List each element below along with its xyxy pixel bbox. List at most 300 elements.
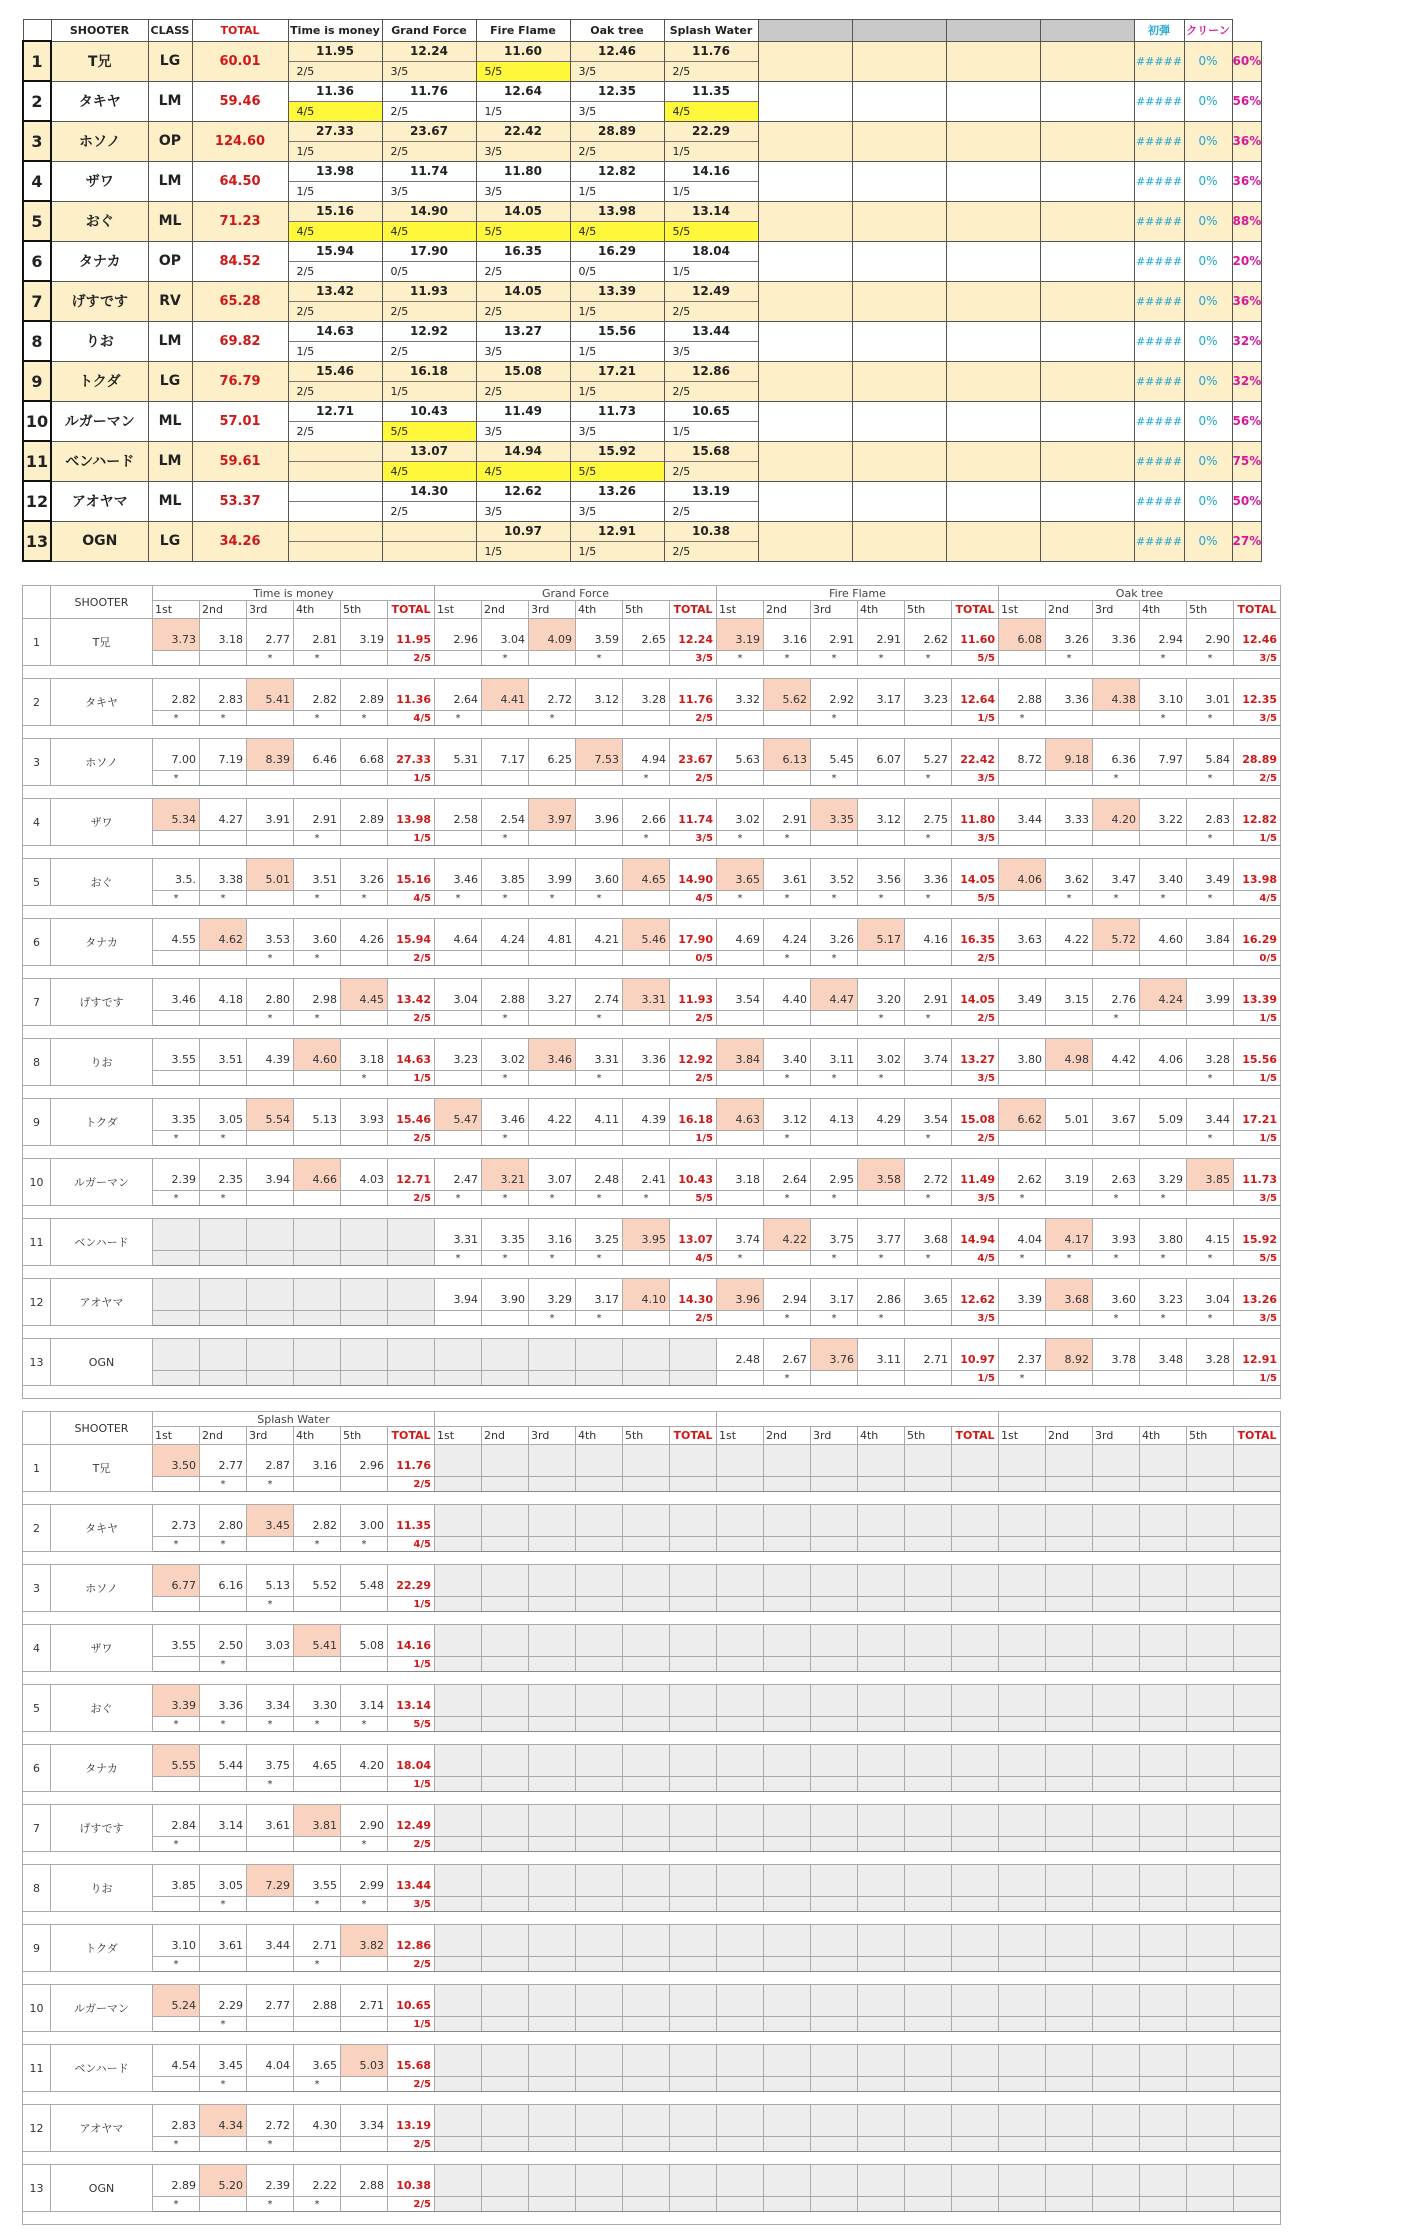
course-total: 14.16 xyxy=(388,1625,435,1657)
round-mark: * xyxy=(153,1717,200,1732)
round-mark: * xyxy=(576,1011,623,1026)
round-time: 3.62 xyxy=(1046,859,1093,891)
round-mark xyxy=(247,831,294,846)
round-time: 3.74 xyxy=(717,1219,764,1251)
round-mark: * xyxy=(1187,1071,1234,1086)
round-mark: * xyxy=(294,831,341,846)
round-mark: * xyxy=(529,1251,576,1266)
shooter-detail-row xyxy=(23,619,1281,651)
row-spacer xyxy=(23,1732,1281,1745)
round-mark: * xyxy=(529,1311,576,1326)
round-mark: * xyxy=(200,711,247,726)
course-fraction: 2/5 xyxy=(476,301,570,321)
course-time: 13.19 xyxy=(664,481,758,501)
round-time xyxy=(529,1865,576,1897)
rank-header-cell xyxy=(23,1412,51,1445)
course-fraction: 2/5 xyxy=(382,501,476,521)
round-time: 4.69 xyxy=(717,919,764,951)
empty-course-cell xyxy=(852,201,946,241)
round-time: 2.91 xyxy=(294,799,341,831)
round-time xyxy=(1046,1505,1093,1537)
round-time xyxy=(482,1565,529,1597)
round-time xyxy=(576,1445,623,1477)
round-header: 5th xyxy=(341,601,388,619)
empty-course-cell xyxy=(758,441,852,481)
round-time xyxy=(811,1505,858,1537)
round-mark xyxy=(1140,951,1187,966)
round-mark xyxy=(435,1311,482,1326)
round-mark xyxy=(999,1011,1046,1026)
round-mark xyxy=(764,2017,811,2032)
course-fraction xyxy=(670,1777,717,1792)
course-time: 14.30 xyxy=(382,481,476,501)
round-mark: * xyxy=(717,891,764,906)
course-time: 10.65 xyxy=(664,401,758,421)
round-mark xyxy=(764,1897,811,1912)
round-time: 3.78 xyxy=(1093,1339,1140,1371)
shooter-detail-row xyxy=(23,1099,1281,1131)
course-total: 11.80 xyxy=(952,799,999,831)
round-mark xyxy=(999,1777,1046,1792)
course-fraction xyxy=(670,2017,717,2032)
course-time: 15.16 xyxy=(288,201,382,221)
course-time xyxy=(288,481,382,501)
round-time xyxy=(623,2165,670,2197)
round-mark: * xyxy=(294,1537,341,1552)
course-fraction: 1/5 xyxy=(952,1371,999,1386)
spacer-cell xyxy=(23,1206,1281,1219)
round-mark xyxy=(576,1777,623,1792)
course-group-header xyxy=(717,1412,999,1427)
rank-cell: 13 xyxy=(23,2165,51,2212)
round-mark xyxy=(811,1897,858,1912)
round-header: 2nd xyxy=(200,1427,247,1445)
round-mark xyxy=(858,1777,905,1792)
course-fraction: 1/5 xyxy=(288,141,382,161)
shooter-detail-row xyxy=(23,1565,1281,1597)
round-time: 4.09 xyxy=(529,619,576,651)
round-mark xyxy=(247,1537,294,1552)
course-time: 18.04 xyxy=(664,241,758,261)
round-mark xyxy=(717,711,764,726)
course-time: 23.67 xyxy=(382,121,476,141)
round-mark xyxy=(529,951,576,966)
row-spacer xyxy=(23,1026,1281,1039)
course-fraction: 2/5 xyxy=(388,1477,435,1492)
round-mark xyxy=(247,1311,294,1326)
round-time: 3.85 xyxy=(153,1865,200,1897)
round-mark xyxy=(1046,1371,1093,1386)
round-time xyxy=(529,1745,576,1777)
shooter-name: ベンハード xyxy=(51,2045,153,2092)
course-fraction: 2/5 xyxy=(670,771,717,786)
round-time xyxy=(999,1685,1046,1717)
round-mark xyxy=(1140,2017,1187,2032)
round-mark: * xyxy=(1140,711,1187,726)
round-mark xyxy=(717,1477,764,1492)
round-time xyxy=(811,2045,858,2077)
spacer-cell xyxy=(23,1672,1281,1685)
round-mark xyxy=(623,1657,670,1672)
course-fraction: 1/5 xyxy=(388,771,435,786)
empty-course-cell xyxy=(758,41,852,81)
round-mark xyxy=(200,771,247,786)
round-time: 6.07 xyxy=(858,739,905,771)
round-time: 3.19 xyxy=(717,619,764,651)
empty-course-cell xyxy=(946,41,1040,81)
round-time: 7.19 xyxy=(200,739,247,771)
round-mark xyxy=(858,1657,905,1672)
course-fraction: 1/5 xyxy=(664,181,758,201)
round-time xyxy=(482,1865,529,1897)
round-time: 7.53 xyxy=(576,739,623,771)
course-total: 12.82 xyxy=(1234,799,1281,831)
round-mark xyxy=(623,891,670,906)
course-fraction: 4/5 xyxy=(288,101,382,121)
round-mark: * xyxy=(482,1131,529,1146)
round-time xyxy=(905,2045,952,2077)
round-mark xyxy=(905,1371,952,1386)
round-mark xyxy=(529,831,576,846)
rank-cell: 6 xyxy=(23,241,51,281)
round-mark xyxy=(999,1837,1046,1852)
round-mark xyxy=(1140,1477,1187,1492)
round-time: 3.05 xyxy=(200,1099,247,1131)
round-mark: * xyxy=(576,1191,623,1206)
round-mark xyxy=(1140,1071,1187,1086)
course-fraction: 4/5 xyxy=(664,101,758,121)
round-time: 2.88 xyxy=(482,979,529,1011)
round-mark xyxy=(858,1897,905,1912)
round-time: 3.16 xyxy=(529,1219,576,1251)
rank-cell: 1 xyxy=(23,1445,51,1492)
course-time: 16.29 xyxy=(570,241,664,261)
round-time xyxy=(1140,2105,1187,2137)
round-time: 3.17 xyxy=(858,679,905,711)
round-time: 4.22 xyxy=(764,1219,811,1251)
course-fraction: 3/5 xyxy=(476,501,570,521)
round-time: 2.29 xyxy=(200,1985,247,2017)
round-header: 1st xyxy=(153,601,200,619)
round-time: 3.35 xyxy=(482,1219,529,1251)
shooter-name: ルガーマン xyxy=(51,401,148,441)
round-time: 3.44 xyxy=(1187,1099,1234,1131)
round-mark xyxy=(811,1597,858,1612)
round-mark xyxy=(999,831,1046,846)
round-mark: * xyxy=(623,831,670,846)
round-time: 5.31 xyxy=(435,739,482,771)
round-mark xyxy=(623,1311,670,1326)
round-time xyxy=(576,1805,623,1837)
round-time: 2.77 xyxy=(200,1445,247,1477)
round-mark xyxy=(1046,711,1093,726)
round-time xyxy=(529,1805,576,1837)
course-time: 14.63 xyxy=(288,321,382,341)
course-total: 23.67 xyxy=(670,739,717,771)
round-mark xyxy=(811,1657,858,1672)
round-mark xyxy=(1187,2197,1234,2212)
course-fraction xyxy=(670,1537,717,1552)
round-time: 3.12 xyxy=(764,1099,811,1131)
round-time xyxy=(1093,1925,1140,1957)
class-cell: LM xyxy=(148,321,192,361)
round-time: 2.66 xyxy=(623,799,670,831)
round-time: 3.35 xyxy=(811,799,858,831)
course-total xyxy=(952,1865,999,1897)
round-time xyxy=(1093,1565,1140,1597)
round-mark: * xyxy=(576,1311,623,1326)
row-spacer xyxy=(23,1492,1281,1505)
course-fraction: 5/5 xyxy=(664,221,758,241)
empty-course-cell xyxy=(852,481,946,521)
round-time xyxy=(717,2165,764,2197)
round-time: 3.02 xyxy=(858,1039,905,1071)
round-time xyxy=(576,1865,623,1897)
course-total xyxy=(952,1505,999,1537)
summary-row xyxy=(23,41,1262,61)
round-mark xyxy=(482,1657,529,1672)
round-time: 2.90 xyxy=(1187,619,1234,651)
course-time: 14.05 xyxy=(476,281,570,301)
course-time: 15.94 xyxy=(288,241,382,261)
summary-row xyxy=(23,201,1262,221)
round-time: 5.62 xyxy=(764,679,811,711)
summary-table xyxy=(22,19,1262,562)
course-total: 13.98 xyxy=(388,799,435,831)
round-mark xyxy=(200,1071,247,1086)
round-time: 3.36 xyxy=(905,859,952,891)
round-time xyxy=(247,1279,294,1311)
round-mark xyxy=(482,951,529,966)
course-total xyxy=(670,1685,717,1717)
empty-course-cell xyxy=(852,81,946,121)
round-time: 3.60 xyxy=(576,859,623,891)
round-mark xyxy=(1187,1011,1234,1026)
course-total: 13.14 xyxy=(388,1685,435,1717)
round-header-row xyxy=(23,601,1281,619)
round-mark xyxy=(1046,771,1093,786)
round-time: 5.27 xyxy=(905,739,952,771)
round-time: 4.16 xyxy=(905,919,952,951)
course-fraction: 2/5 xyxy=(664,461,758,481)
round-mark xyxy=(1093,831,1140,846)
rank-cell: 7 xyxy=(23,979,51,1026)
round-mark xyxy=(529,1071,576,1086)
round-mark xyxy=(717,1897,764,1912)
round-time: 3.36 xyxy=(623,1039,670,1071)
round-mark xyxy=(529,771,576,786)
round-time: 4.17 xyxy=(1046,1219,1093,1251)
course-total: 13.27 xyxy=(952,1039,999,1071)
round-time: 2.90 xyxy=(341,1805,388,1837)
course-fraction: 1/5 xyxy=(476,541,570,561)
round-mark xyxy=(576,1897,623,1912)
hash-cell: ##### xyxy=(1134,241,1184,281)
round-time: 2.71 xyxy=(341,1985,388,2017)
round-mark xyxy=(999,1311,1046,1326)
course-total: 13.39 xyxy=(1234,979,1281,1011)
shooter-name: OGN xyxy=(51,1339,153,1386)
round-mark xyxy=(905,1777,952,1792)
round-time: 4.45 xyxy=(341,979,388,1011)
shooter-detail-marks xyxy=(23,1537,1281,1552)
empty-course-cell xyxy=(758,361,852,401)
course-total: 14.05 xyxy=(952,979,999,1011)
shooter-name: T兄 xyxy=(51,41,148,81)
round-mark xyxy=(341,1777,388,1792)
round-header: 1st xyxy=(435,601,482,619)
round-time: 4.24 xyxy=(482,919,529,951)
course-group-header: Oak tree xyxy=(999,586,1281,601)
round-time: 4.42 xyxy=(1093,1039,1140,1071)
round-time: 2.87 xyxy=(247,1445,294,1477)
course-fraction: 2/5 xyxy=(388,1131,435,1146)
spacer-cell xyxy=(23,666,1281,679)
round-time xyxy=(623,1805,670,1837)
round-time: 2.74 xyxy=(576,979,623,1011)
course-total xyxy=(952,1445,999,1477)
round-mark xyxy=(294,2017,341,2032)
course-group-header: Fire Flame xyxy=(717,586,999,601)
row-spacer xyxy=(23,1852,1281,1865)
round-mark xyxy=(294,1251,341,1266)
rank-cell: 7 xyxy=(23,1805,51,1852)
course-fraction xyxy=(670,1477,717,1492)
round-mark: * xyxy=(247,1777,294,1792)
course-fraction xyxy=(952,2017,999,2032)
round-mark xyxy=(247,1191,294,1206)
round-mark xyxy=(1140,1897,1187,1912)
round-mark xyxy=(247,891,294,906)
course-time: 14.05 xyxy=(476,201,570,221)
rank-cell: 2 xyxy=(23,679,51,726)
course-fraction xyxy=(1234,1897,1281,1912)
round-time xyxy=(1140,1445,1187,1477)
course-fraction: 2/5 xyxy=(288,261,382,281)
round-mark: * xyxy=(576,1251,623,1266)
round-mark xyxy=(435,1131,482,1146)
empty-course-cell xyxy=(1040,241,1134,281)
round-mark xyxy=(623,1717,670,1732)
round-mark xyxy=(482,1897,529,1912)
round-mark: * xyxy=(858,1311,905,1326)
row-spacer xyxy=(23,2152,1281,2165)
spacer-cell xyxy=(23,1266,1281,1279)
round-mark xyxy=(153,651,200,666)
round-mark xyxy=(482,1777,529,1792)
round-time: 3.18 xyxy=(200,619,247,651)
round-time xyxy=(1187,1445,1234,1477)
round-mark: * xyxy=(623,771,670,786)
round-time xyxy=(1140,1805,1187,1837)
round-mark xyxy=(905,1837,952,1852)
round-time: 6.13 xyxy=(764,739,811,771)
round-mark xyxy=(905,1957,952,1972)
round-mark xyxy=(576,771,623,786)
round-mark xyxy=(811,1717,858,1732)
round-mark xyxy=(858,2017,905,2032)
round-time xyxy=(623,1505,670,1537)
round-time: 3.28 xyxy=(1187,1039,1234,1071)
round-time: 3.96 xyxy=(576,799,623,831)
hash-cell: ##### xyxy=(1134,321,1184,361)
first-shot-pct: 0% xyxy=(1184,81,1232,121)
course-fraction xyxy=(952,1537,999,1552)
round-time xyxy=(435,2165,482,2197)
round-mark xyxy=(764,1011,811,1026)
round-time xyxy=(999,1445,1046,1477)
round-time: 4.64 xyxy=(435,919,482,951)
round-mark xyxy=(341,951,388,966)
round-time: 3.95 xyxy=(623,1219,670,1251)
round-mark: * xyxy=(153,1957,200,1972)
empty-course-cell xyxy=(852,361,946,401)
course-time: 22.29 xyxy=(664,121,758,141)
round-mark: * xyxy=(905,831,952,846)
round-time: 2.80 xyxy=(247,979,294,1011)
round-mark xyxy=(905,1537,952,1552)
round-mark xyxy=(999,1957,1046,1972)
round-time: 4.29 xyxy=(858,1099,905,1131)
round-mark xyxy=(1046,951,1093,966)
hash-cell: ##### xyxy=(1134,521,1184,561)
round-mark xyxy=(811,1537,858,1552)
round-mark xyxy=(1046,1717,1093,1732)
shooter-name: アオヤマ xyxy=(51,1279,153,1326)
round-mark: * xyxy=(435,711,482,726)
round-total-header: TOTAL xyxy=(952,601,999,619)
round-time xyxy=(905,1505,952,1537)
round-time: 3.47 xyxy=(1093,859,1140,891)
course-fraction: 2/5 xyxy=(288,61,382,81)
round-mark: * xyxy=(1046,891,1093,906)
round-mark xyxy=(435,2017,482,2032)
round-mark xyxy=(811,1131,858,1146)
round-mark: * xyxy=(341,1897,388,1912)
round-time: 3.61 xyxy=(247,1805,294,1837)
first-shot-pct: 0% xyxy=(1184,361,1232,401)
course-total: 13.42 xyxy=(388,979,435,1011)
row-spacer xyxy=(23,2212,1281,2225)
round-mark: * xyxy=(811,711,858,726)
round-time xyxy=(905,1925,952,1957)
course-total xyxy=(952,1805,999,1837)
course-fraction xyxy=(1234,1537,1281,1552)
first-shot-pct: 0% xyxy=(1184,201,1232,241)
shooter-detail-marks xyxy=(23,1597,1281,1612)
round-mark: * xyxy=(153,771,200,786)
round-mark: * xyxy=(764,1191,811,1206)
round-time xyxy=(1046,1805,1093,1837)
rank-cell: 12 xyxy=(23,1279,51,1326)
round-time xyxy=(764,2045,811,2077)
spacer-cell xyxy=(23,1972,1281,1985)
round-time: 3.04 xyxy=(482,619,529,651)
course-fraction xyxy=(670,1657,717,1672)
round-time: 3.53 xyxy=(247,919,294,951)
round-time: 3.31 xyxy=(435,1219,482,1251)
round-mark: * xyxy=(1140,1191,1187,1206)
round-time xyxy=(1140,1865,1187,1897)
course-fraction xyxy=(1234,1837,1281,1852)
round-mark xyxy=(153,1777,200,1792)
course-fraction xyxy=(952,1897,999,1912)
round-total-header: TOTAL xyxy=(388,1427,435,1445)
round-time: 3.07 xyxy=(529,1159,576,1191)
round-time: 3.46 xyxy=(153,979,200,1011)
round-time: 7.00 xyxy=(153,739,200,771)
first-shot-pct: 0% xyxy=(1184,281,1232,321)
